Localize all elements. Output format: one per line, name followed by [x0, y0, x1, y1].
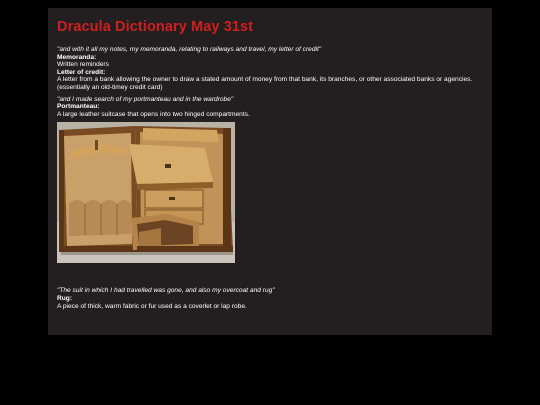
entry-quote: "and I made search of my portmanteau and in the wardrobe"	[57, 95, 234, 103]
content-panel	[48, 8, 492, 335]
term-letter-of-credit: Letter of credit:	[57, 68, 106, 76]
definition-portmanteau: A large leather suitcase that opens into two hinged compartments.	[57, 110, 250, 118]
portmanteau-trunk-photo	[57, 122, 235, 263]
page-title: Dracula Dictionary May 31st	[57, 19, 254, 35]
definition-letter-of-credit-note: (essentially an old-timey credit card)	[57, 83, 163, 91]
term-portmanteau: Portmanteau:	[57, 103, 100, 111]
entry-portmanteau	[57, 96, 483, 119]
definition-memoranda: Written reminders	[57, 61, 109, 69]
entry-quote: "and with it all my notes, my memoranda, relating to railways and travel, my letter of credit"	[57, 46, 322, 53]
entry-quote: "The suit in which I had travelled was gone, and also my overcoat and rug"	[57, 287, 275, 295]
term-memoranda: Memoranda:	[57, 53, 97, 61]
definition-rug: A piece of thick, warm fabric or fur used as a coverlet or lap robe.	[57, 302, 247, 310]
entry-memoranda	[57, 46, 483, 92]
entry-rug	[57, 287, 483, 310]
definition-letter-of-credit: A letter from a bank allowing the owner to draw a stated amount of money from that bank, its branches, or other associated banks or agencies.	[57, 76, 473, 84]
term-rug: Rug:	[57, 294, 73, 302]
